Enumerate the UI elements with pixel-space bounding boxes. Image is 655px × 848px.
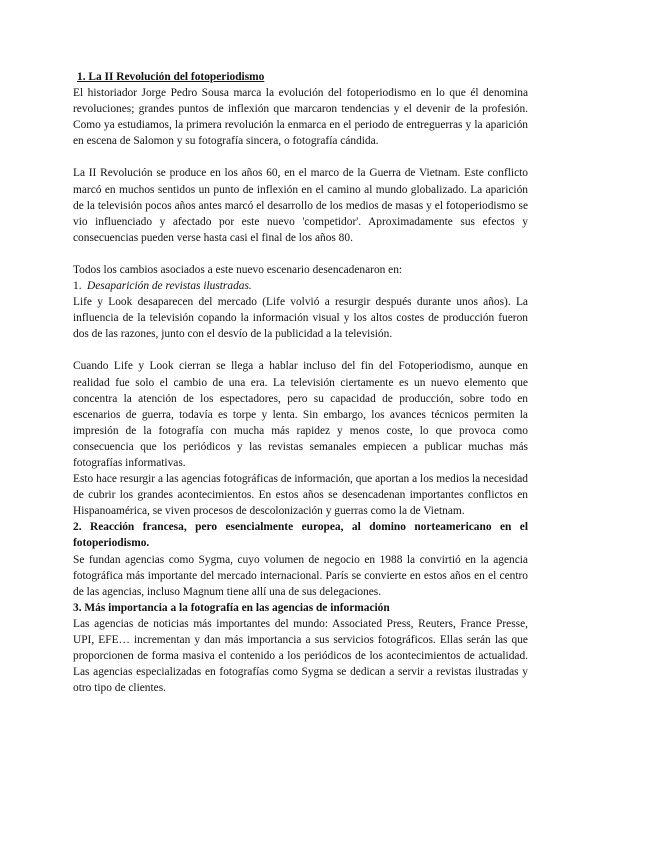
- spacer: [73, 149, 528, 165]
- list-item-number: 1.: [73, 280, 82, 293]
- spacer: [73, 246, 528, 262]
- section-heading-1: 1. La II Revolución del fotoperiodismo: [77, 71, 265, 83]
- section-heading-3: 3. Más importancia a la fotografía en las agencias de información: [73, 601, 390, 614]
- paragraph-sygma: Se fundan agencias como Sygma, cuyo volumen de negocio en 1988 la convirtió en la agencia fotográfica más importante del mercado internacional. París se convierte en estos años en el centro de las agencias, incluso Magnum tiene allí una de sus delegaciones.: [73, 553, 528, 598]
- list-item-label: Desaparición de revistas ilustradas.: [87, 280, 252, 293]
- spacer: [73, 342, 528, 358]
- paragraph-news-agencies: Las agencias de noticias más importantes del mundo: Associated Press, Reuters, France Presse, UPI, EFE… incrementan y dan más importancia a sus servicios fotográficos. Ellas serán las que proporcionen de forma masiva el contenido a los periódicos de los acontecimientos de actualidad. Las agencias especializadas en fotografías como Sygma se dedican a servir a revistas ilustradas y otro tipo de clientes.: [73, 617, 528, 695]
- paragraph-end-of-era: Cuando Life y Look cierran se llega a hablar incluso del fin del Fotoperiodismo, aunque en realidad fue solo el cambio de una era. La televisión ciertamente es un nuevo elemento que concentra la atención de los espectadores, pero su capacidad de producción, sobre todo en escenarios de guerra, todavía es torpe y lenta. Sin embargo, los avances técnicos permiten la impresión de la fotografía con mucha más rapidez y menos coste, lo que provoca como consecuencia que los periódicos y las revistas semanales empiecen a publicar muchas más fotografías informativas.: [73, 360, 528, 469]
- paragraph-agencies-resurgence: Esto hace resurgir a las agencias fotográficas de información, que aportan a los medios la necesidad de cubrir los grandes acontecimientos. En estos años se desencadenan importantes conflictos en Hispanoamérica, se viven procesos de descolonización y guerras como la de Vietnam.: [73, 473, 528, 518]
- section-heading-2: 2. Reacción francesa, pero esencialmente europea, al domino norteamericano en el fotoperiodismo.: [73, 521, 528, 550]
- list-item-1: [73, 278, 528, 294]
- paragraph-changes-intro: Todos los cambios asociados a este nuevo escenario desencadenaron en:: [73, 263, 403, 276]
- paragraph-intro: El historiador Jorge Pedro Sousa marca la evolución del fotoperiodismo en lo que él denomina revoluciones; grandes puntos de inflexión que marcaron tendencias y el devenir de la profesión. Como ya estudiamos, la primera revolución la enmarca en el periodo de entreguerras y la aparición en escena de Salomon y su fotografía sincera, o fotografía cándida.: [73, 87, 528, 148]
- paragraph-life-look: Life y Look desaparecen del mercado (Life volvió a resurgir después durante unos años). La influencia de la televisión copando la información visual y los altos costes de producción fueron dos de las razones, junto con el desvío de la publicidad a la televisión.: [73, 296, 528, 341]
- paragraph-second-revolution: La II Revolución se produce en los años 60, en el marco de la Guerra de Vietnam. Este conflicto marcó en muchos sentidos un punto de inflexión en el camino al mundo globalizado. La aparición de la televisión pocos años antes marcó el desarrollo de los medios de masas y el fotoperiodismo se vio influenciado y afectado por este nuevo 'competidor'. Aproximadamente sus efectos y consecuencias pueden verse hasta casi el final de los años 80.: [73, 167, 528, 244]
